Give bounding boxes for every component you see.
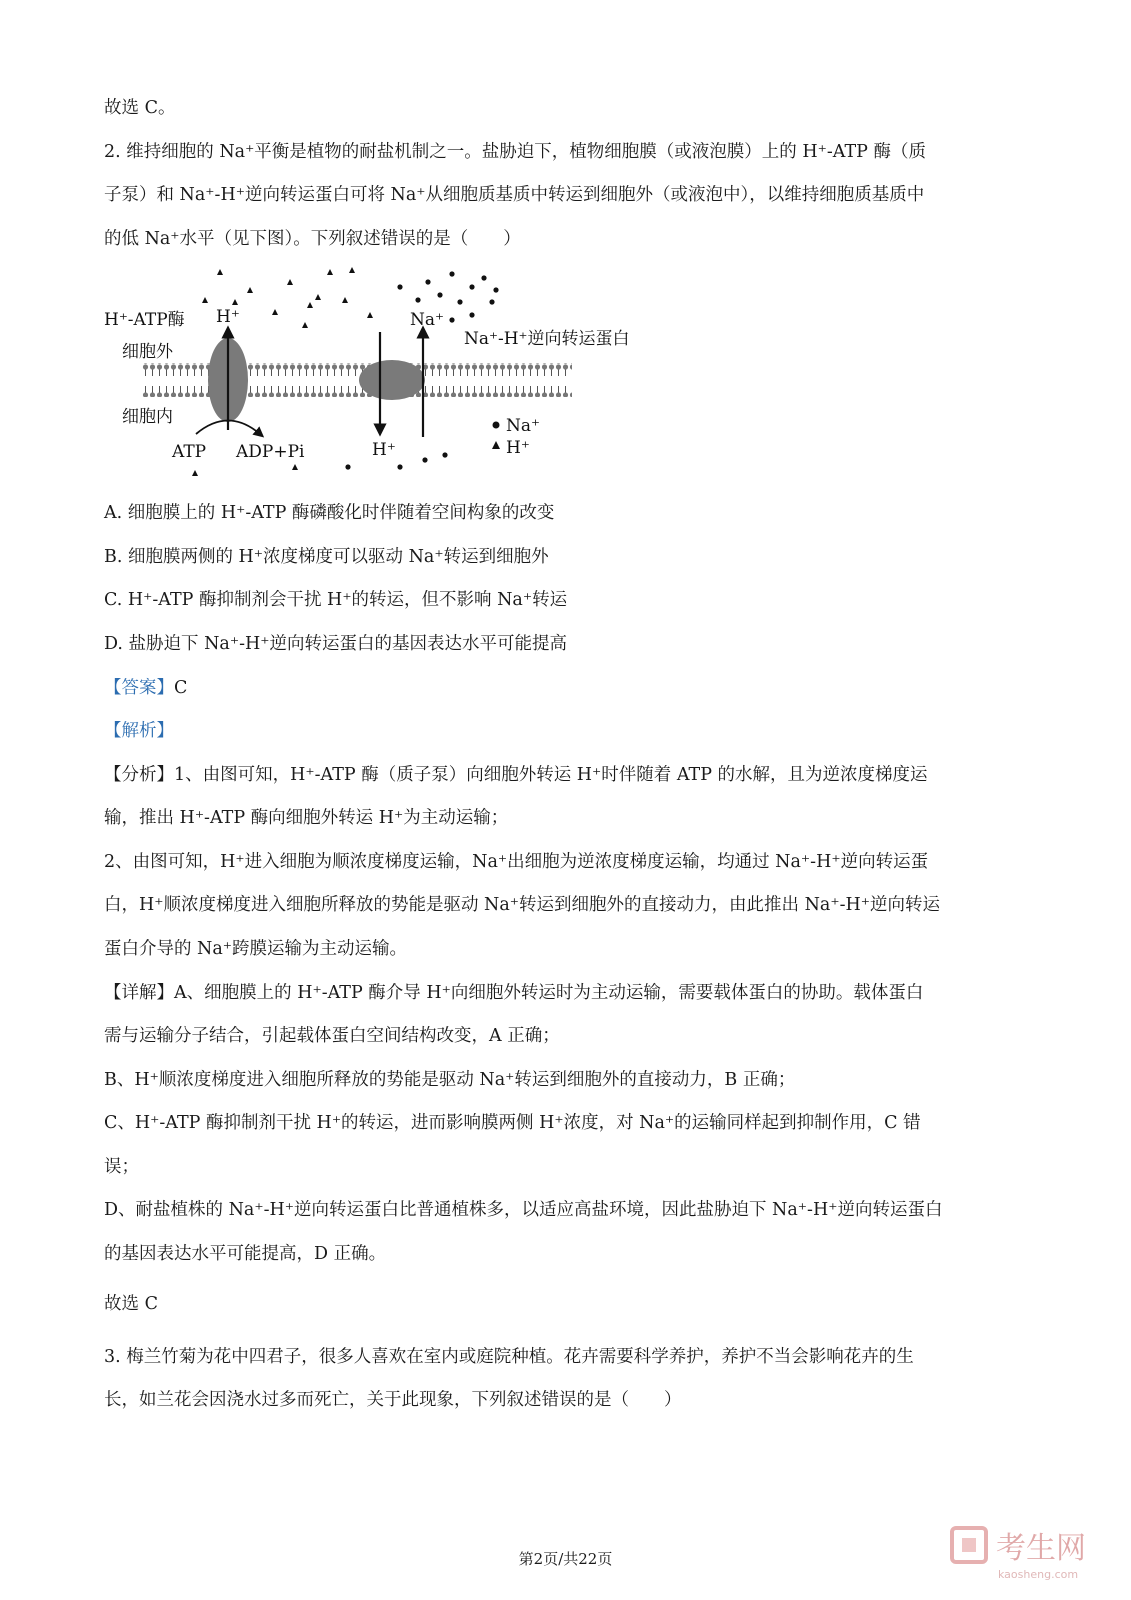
lipid-bilayer [142, 363, 572, 397]
question-2-stem: 2. 维持细胞的 Na⁺平衡是植物的耐盐机制之一。盐胁迫下，植物细胞膜（或液泡膜）上的 H⁺-ATP 酶（质 [104, 142, 926, 162]
analysis-text: 2、由图可知，H⁺进入细胞为顺浓度梯度运输，Na⁺出细胞为逆浓度梯度运输，均通过 Na⁺-H⁺逆向转运蛋 [104, 852, 929, 872]
option-a: A. 细胞膜上的 H⁺-ATP 酶磷酸化时伴随着空间构象的改变 [104, 503, 555, 523]
analysis-text: 【分析】1、由图可知，H⁺-ATP 酶（质子泵）向细胞外转运 H⁺时伴随着 ATP 的水解，且为逆浓度梯度运 [104, 765, 928, 785]
detail-text: C、H⁺-ATP 酶抑制剂干扰 H⁺的转运，进而影响膜两侧 H⁺浓度，对 Na⁺的运输同样起到抑制作用，C 错 [104, 1113, 921, 1133]
h-top-label: H⁺ [216, 307, 240, 327]
legend-h-triangle [492, 441, 500, 449]
detail-text: 误； [104, 1157, 139, 1177]
answer-label: 【答案】 [104, 678, 174, 698]
atpase-label: H⁺-ATP酶 [104, 310, 185, 330]
legend-na-dot [493, 422, 500, 429]
antiporter-label: Na⁺-H⁺逆向转运蛋白 [464, 329, 630, 349]
question-2-stem: 子泵）和 Na⁺-H⁺逆向转运蛋白可将 Na⁺从细胞质基质中转运到细胞外（或液泡中），以维持细胞质基质中 [104, 185, 925, 205]
inside-label: 细胞内 [122, 407, 173, 427]
option-c: C. H⁺-ATP 酶抑制剂会干扰 H⁺的转运，但不影响 Na⁺转运 [104, 590, 568, 610]
option-b: B. 细胞膜两侧的 H⁺浓度梯度可以驱动 Na⁺转运到细胞外 [104, 547, 549, 567]
text-line: 故选 C。 [104, 98, 176, 118]
adp-label: ADP+Pi [236, 442, 305, 462]
h-bottom-label: H⁺ [372, 440, 396, 460]
page-number: 第2页/共22页 [518, 1550, 613, 1568]
analysis-label: 【解析】 [104, 721, 174, 741]
outside-label: 细胞外 [122, 342, 173, 362]
legend-h-label: H⁺ [506, 438, 530, 458]
detail-text: B、H⁺顺浓度梯度进入细胞所释放的势能是驱动 Na⁺转运到细胞外的直接动力，B 正确； [104, 1070, 796, 1090]
atp-label: ATP [172, 442, 207, 462]
antiporter-protein [359, 360, 425, 400]
analysis-text: 输，推出 H⁺-ATP 酶向细胞外转运 H⁺为主动运输； [104, 808, 509, 828]
watermark-url: kaosheng.com [998, 1568, 1079, 1581]
question-2-stem: 的低 Na⁺水平（见下图）。下列叙述错误的是（ ） [104, 229, 521, 249]
analysis-text: 蛋白介导的 Na⁺跨膜运输为主动运输。 [104, 939, 408, 959]
detail-text: D、耐盐植株的 Na⁺-H⁺逆向转运蛋白比普通植株多，以适应高盐环境，因此盐胁迫下 Na⁺-H⁺逆向转运蛋白 [104, 1200, 943, 1220]
analysis-text: 白，H⁺顺浓度梯度进入细胞所释放的势能是驱动 Na⁺转运到细胞外的直接动力，由此推出 Na⁺-H⁺逆向转运 [104, 895, 940, 915]
detail-text: 需与运输分子结合，引起载体蛋白空间结构改变，A 正确； [104, 1026, 560, 1046]
watermark-logo [948, 1520, 1128, 1590]
legend-na-label: Na⁺ [506, 416, 540, 436]
answer-value: C [174, 678, 188, 698]
option-d: D. 盐胁迫下 Na⁺-H⁺逆向转运蛋白的基因表达水平可能提高 [104, 634, 567, 654]
membrane-transport-diagram [100, 262, 680, 487]
text-line: 故选 C [104, 1294, 158, 1314]
question-3-stem: 长，如兰花会因浇水过多而死亡，关于此现象，下列叙述错误的是（ ） [104, 1390, 682, 1410]
na-top-label: Na⁺ [410, 310, 444, 330]
detail-text: 【详解】A、细胞膜上的 H⁺-ATP 酶介导 H⁺向细胞外转运时为主动运输，需要载体蛋白的协助。载体蛋白 [104, 983, 924, 1003]
detail-text: 的基因表达水平可能提高，D 正确。 [104, 1244, 387, 1264]
watermark-brand: 考生网 [996, 1531, 1086, 1566]
answer-line [104, 676, 187, 700]
question-3-stem: 3. 梅兰竹菊为花中四君子，很多人喜欢在室内或庭院种植。花卉需要科学养护，养护不当会影响花卉的生 [104, 1347, 914, 1367]
